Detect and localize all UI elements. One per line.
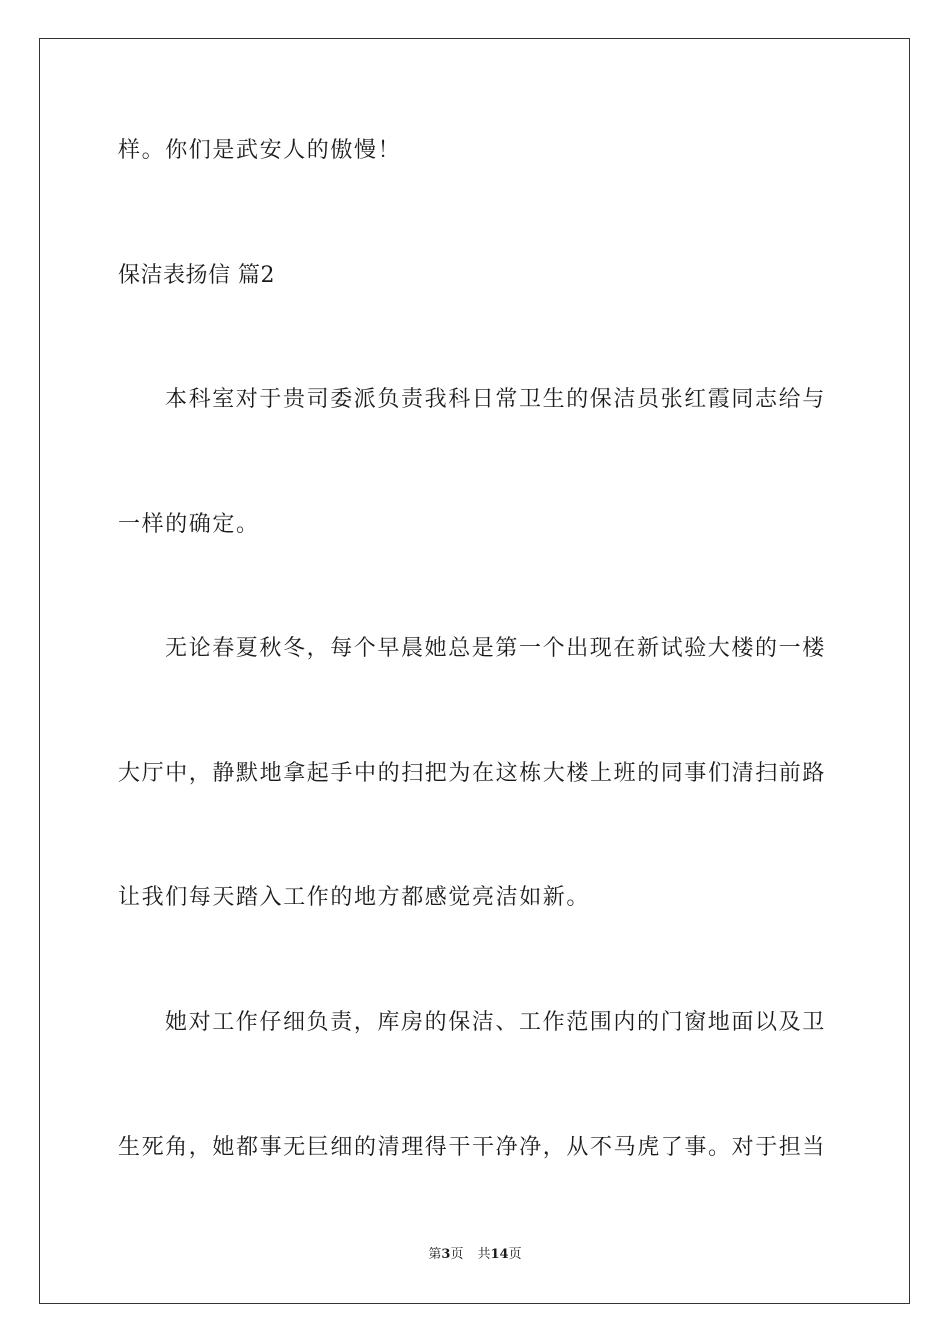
page-frame: [39, 38, 910, 1304]
page-footer: [0, 1246, 950, 1264]
paragraph-1-line-2: 一样的确定。: [118, 512, 260, 537]
total-pages: 14: [490, 1247, 509, 1262]
text-line-1: 样。你们是武安人的傲慢！: [118, 138, 402, 163]
paragraph-1-line-1: 本科室对于贵司委派负责我科日常卫生的保洁员张红霞同志给与: [165, 387, 826, 412]
page-suffix: 页: [450, 1247, 464, 1262]
section-heading: 保洁表扬信 篇2: [118, 263, 275, 288]
paragraph-3-line-2: 生死角，她都事无巨细的清理得干干净净，从不马虎了事。对于担当: [118, 1135, 827, 1160]
page-prefix: 第: [428, 1247, 442, 1262]
paragraph-2-line-1: 无论春夏秋冬，每个早晨她总是第一个出现在新试验大楼的一楼: [165, 636, 826, 661]
paragraph-2-line-3: 让我们每天踏入工作的地方都感觉亮洁如新。: [118, 885, 591, 910]
total-prefix: 共: [477, 1247, 491, 1262]
paragraph-2-line-2: 大厅中，静默地拿起手中的扫把为在这栋大楼上班的同事们清扫前路: [118, 761, 827, 786]
paragraph-3-line-1: 她对工作仔细负责，库房的保洁、工作范围内的门窗地面以及卫: [165, 1010, 826, 1035]
total-suffix: 页: [508, 1247, 522, 1262]
page-number: 3: [441, 1247, 451, 1262]
